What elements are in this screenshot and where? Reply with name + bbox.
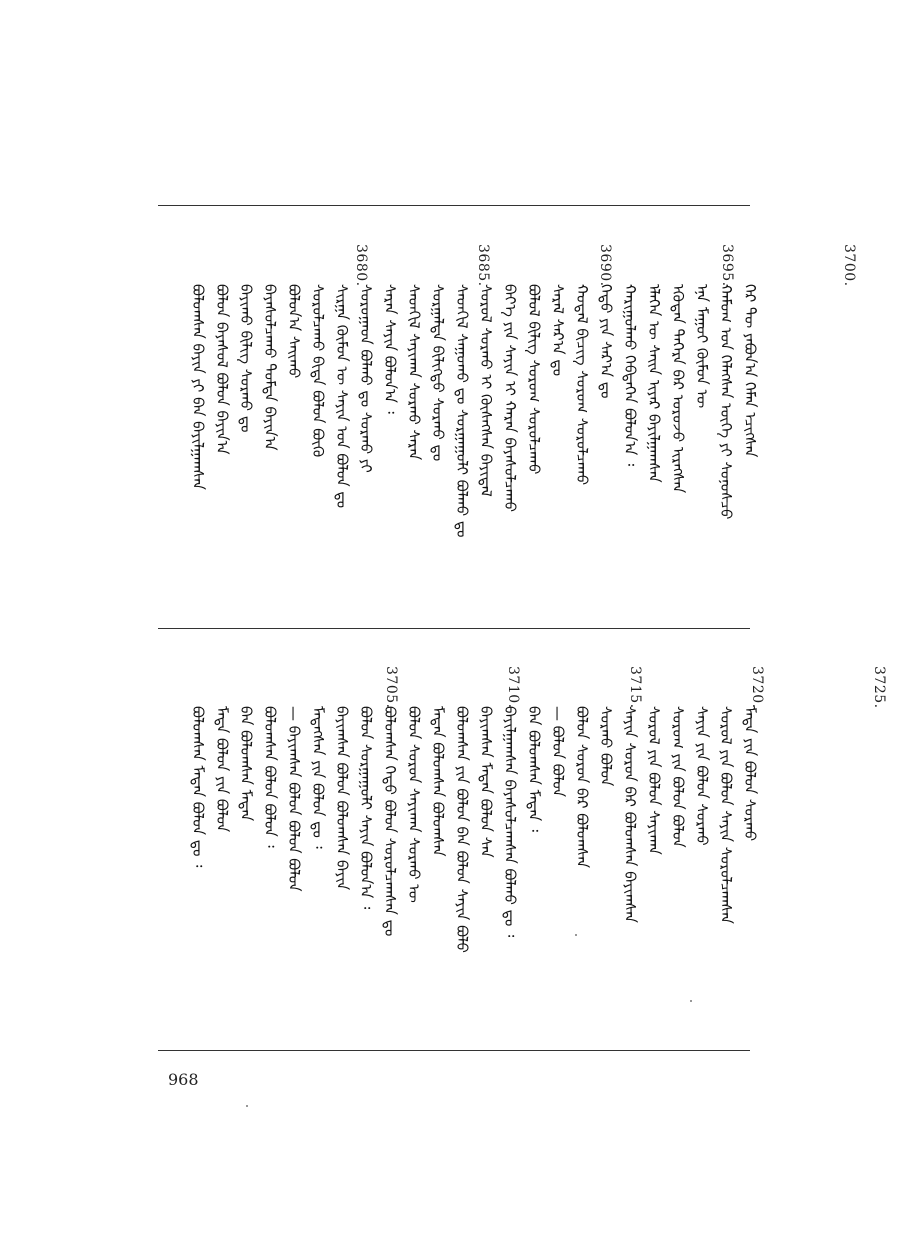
verse-line: ᠭᠡᠷ ᠲᠦ ᠶᠠᠪᠤᠨ᠎ᠠ ᠬᠡᠮᠡᠨ ᠡᠴᠢᠭᠰᠡᠨ bbox=[741, 284, 759, 458]
verse-line: ᠪᠠᠶᠢᠬᠤ ᠪᠢᠯᠢᠭ ᠰᠤᠷᠬᠤ ᠳᠤ bbox=[237, 284, 255, 433]
verse-section-top bbox=[160, 206, 857, 626]
line-number: 3715. bbox=[627, 666, 643, 709]
verse-line: ᠪᠣᠯᠤᠭᠰᠠᠨ ᠬᠡᠳᠦ ᠪᠣᠯᠤᠨ ᠰᠤᠷᠤᠯᠴᠠᠭᠰᠠᠨ ᠳᠤ bbox=[381, 706, 399, 937]
verse-line: ᠪᠠᠨ ᠪᠣᠯᠤᠭᠰᠠᠨ ᠮᠡᠳᠡᠨ bbox=[237, 706, 255, 822]
verse-line: ᠰᠤᠷᠤᠯ ᠶᠢᠨ ᠪᠣᠯᠤᠨ ᠰᠠᠶᠢᠨ ᠰᠤᠷᠤᠯᠴᠠᠭᠰᠠᠨ bbox=[717, 706, 735, 924]
verse-line: ᠮᠡᠳᠡ ᠪᠣᠯᠤᠨ ᠶᠢᠨ ᠪᠣᠯᠤᠨ bbox=[213, 706, 231, 833]
verse-line: ᠪᠠᠨ ᠪᠣᠯᠤᠭᠰᠠᠨ ᠮᠡᠳᠡᠨ ᠄ bbox=[525, 706, 543, 832]
verse-line: ᠰᠤᠷᠤᠯ ᠶᠢᠨ ᠪᠣᠯᠤᠨ ᠰᠠᠶᠢᠬᠠᠨ bbox=[645, 706, 663, 855]
line-number: 3705. bbox=[383, 666, 399, 709]
verse-line: ᠪᠣᠯᠤᠨ᠎ᠠ ᠰᠠᠢᠬᠤ bbox=[285, 284, 303, 379]
scan-speck bbox=[575, 934, 577, 936]
verse-line: ᠮᠡᠳᠡᠨ ᠪᠣᠯᠤᠭᠰᠠᠨ ᠪᠣᠯᠤᠭᠰᠠᠨ bbox=[429, 706, 447, 857]
verse-line: ᠮᠡᠳᠡ ᠶᠢᠨ ᠪᠣᠯᠤᠨ ᠰᠤᠷᠬᠤ bbox=[741, 706, 759, 842]
verse-line: ᠰᠤᠷᠤᠯᠴᠠᠬᠤ ᠪᠢᠳᠡ ᠪᠣᠯᠤᠨ ᠪᠦᠬᠦ bbox=[309, 284, 327, 458]
verse-line: ᠡᠨᠡ ᠮᠠᠭᠤᠢ ᠬᠦᠮᠦᠨ ᠦ bbox=[693, 284, 711, 409]
line-number: 3695. bbox=[719, 244, 735, 287]
verse-line: ᠡᠯᠡᠭᠡᠨ ᠦ ᠰᠠᠢᠨ ᠢᠶᠠᠷ ᠪᠠᠶᠢᠯᠭᠠᠭᠰᠠᠨ bbox=[645, 284, 663, 483]
verse-line: ᠬᠠᠷᠢᠭᠤᠯᠬᠤ ᠬᠡᠪᠲᠡᠭᠡᠨ ᠪᠣᠯᠤᠨ᠎ᠠ ᠄ bbox=[621, 284, 639, 467]
line-number: 3710. bbox=[505, 666, 521, 709]
line-number: 3680. bbox=[353, 244, 369, 287]
line-number: 3725. bbox=[871, 666, 887, 709]
verse-line: ᠬᠤᠳᠠᠯ ᠪᠢᠴᠢᠭ ᠰᠤᠷᠤᠭ ᠰᠤᠷᠤᠯᠴᠠᠬᠤ bbox=[573, 284, 591, 486]
verse-line: ᠪᠣᠯᠤᠨ ᠰᠤᠷᠤᠨ ᠰᠠᠶᠢᠬᠠᠨ ᠰᠤᠷᠬᠤ ᠦ bbox=[405, 706, 423, 903]
middle-rule bbox=[158, 628, 750, 629]
verse-line: ᠮᠡᠳᠡᠭᠰᠡᠨ ᠶᠢᠨ ᠪᠣᠯᠤᠨ ᠳᠤ ᠄ bbox=[309, 706, 327, 849]
verse-line: ᠰᠠᠷᠠᠨ ᠰᠠᠶᠢᠨ ᠪᠣᠯᠤᠨ᠎ᠠ ᠄ bbox=[381, 284, 399, 414]
verse-line: ᠰᠤᠷᠤᠭᠠᠳ ᠪᠣᠯᠬᠤ ᠳᠤ ᠰᠤᠷᠬᠤ ᠶᠢ bbox=[357, 284, 375, 473]
verse-line: ᠰᠤᠷᠭᠠᠯᠳᠠ ᠪᠢᠯᠢᠭᠲᠦ ᠰᠤᠷᠬᠤ ᠳᠤ bbox=[429, 284, 447, 462]
line-number: 3700. bbox=[841, 244, 857, 287]
verse-line: ᠰᠡᠳᠬᠢᠯ ᠰᠠᠭᠤᠬᠤ ᠳᠤ ᠰᠤᠷᠭᠠᠭᠤᠯᠢ ᠪᠣᠯᠬᠤ ᠳᠤ bbox=[453, 284, 471, 538]
verse-line: ᠰᠠᠷᠠᠯ ᠰᠠᠷ᠎ᠠ ᠳᠤ bbox=[549, 284, 567, 377]
verse-line: ᠪᠣᠯᠤᠯ ᠪᠢᠯᠢᠭ ᠰᠤᠷᠤᠭ ᠰᠤᠷᠤᠯᠴᠠᠬᠤ bbox=[525, 284, 543, 475]
line-number: 3685. bbox=[475, 244, 491, 287]
verse-line: ᠬᠠᠮᠤᠭ ᠤᠨ ᠬᠡᠯᠡᠭᠰᠡᠨ ᠦᠭᠡ ᠶᠢ ᠰᠣᠨᠣᠰᠴᠤ bbox=[717, 284, 735, 520]
verse-line: ᠡᠭᠦᠳᠡᠨ ᠳᠡᠭᠡᠷᠡ ᠪᠡᠷ ᠣᠷᠣᠵᠤ ᠢᠷᠡᠭᠰᠡᠨ bbox=[669, 284, 687, 494]
verse-line: ᠪᠣᠯᠤᠨ ᠰᠤᠷᠤᠨ ᠪᠡᠷ ᠪᠣᠯᠤᠭᠰᠠᠨ bbox=[573, 706, 591, 868]
verse-line: ᠪᠣᠯᠤᠨ ᠪᠠᠶᠠᠰᠤᠯ ᠪᠣᠯᠤᠨ ᠪᠠᠶᠢᠨ᠎ᠠ bbox=[213, 284, 231, 455]
verse-line: ᠰᠠᠶᠢᠨ ᠰᠤᠷᠤᠨ ᠪᠡᠷ ᠪᠣᠯᠤᠭᠰᠠᠨ ᠪᠠᠶᠢᠭᠰᠠᠨ bbox=[621, 706, 639, 923]
scan-speck bbox=[690, 1000, 692, 1002]
verse-line: ᠰᠤᠷᠤᠭ ᠶᠢᠨ ᠪᠣᠯᠤᠨ ᠪᠣᠯᠤᠨ bbox=[669, 706, 687, 848]
page-number: 968 bbox=[168, 1070, 199, 1089]
verse-line: ᠰᠢᠷᠭᠠ ᠬᠦᠮᠦᠨ ᠦ ᠰᠠᠶᠢᠨ ᠤᠨ ᠪᠣᠯᠤᠨ ᠳᠤ bbox=[333, 284, 351, 509]
verse-line: ᠪᠣᠯᠤᠭᠰᠠᠨ ᠪᠠᠶᠢᠨ ᠶᠢ ᠪᠠᠨ ᠪᠠᠶᠢᠯᠭᠠᠭᠰᠠᠨ bbox=[189, 284, 207, 490]
verse-line: ᠬᠡᠳᠦ ᠶᠢᠨ ᠰᠠᠷ᠎ᠠ ᠳᠤ bbox=[597, 284, 615, 399]
verse-line: ᠰᠠᠶᠢᠨ ᠶᠢᠨ ᠪᠣᠯᠤᠨ ᠰᠤᠷᠬᠤ bbox=[693, 706, 711, 846]
verse-line: ᠰᠤᠷᠬᠤ ᠪᠣᠯᠤᠨ bbox=[597, 706, 615, 787]
verse-line: ᠪᠡᠶᠡᠰᠤᠯᠴᠠᠬᠤ ᠳᠤᠮᠳᠠ ᠪᠠᠶᠢᠨ᠎ᠠ bbox=[261, 284, 279, 451]
verse-line: ᠪᠠᠶᠢᠭᠰᠠᠨ ᠮᠡᠳᠡᠨ ᠪᠣᠯᠤᠨ ᠰᠠᠨ bbox=[477, 706, 495, 858]
verse-section-bottom bbox=[160, 630, 887, 1048]
scan-speck bbox=[246, 1105, 248, 1107]
verse-line: ᠰᠤᠷᠤᠯ ᠰᠤᠷᠬᠤ ᠢ ᠬᠦᠰᠡᠭᠰᠡᠨ ᠪᠠᠶᠢᠳᠠᠯ bbox=[477, 284, 495, 497]
verse-line: ᠪᠣᠯᠤᠨ ᠰᠤᠷᠭᠠᠭᠤᠯᠢ ᠰᠠᠶᠢᠨ ᠪᠣᠯᠤᠨ᠎ᠠ ᠄ bbox=[357, 706, 375, 910]
verse-line: — ᠪᠠᠶᠢᠭᠰᠠᠨ ᠪᠣᠯᠤᠨ ᠪᠣᠯᠤᠨ ᠪᠣᠯᠤᠨ bbox=[285, 706, 303, 892]
verse-line: ᠪᠠᠶᠢᠭᠰᠠᠨ ᠪᠣᠯᠤᠨ ᠪᠣᠯᠤᠭᠰᠠᠨ ᠪᠠᠶᠢᠨ bbox=[333, 706, 351, 891]
bottom-rule bbox=[158, 1050, 750, 1051]
line-number: 3720. bbox=[749, 666, 765, 709]
line-number: 3690. bbox=[597, 244, 613, 287]
verse-line: — ᠪᠣᠯᠤᠨ ᠪᠣᠯᠤᠨ bbox=[549, 706, 567, 798]
verse-line: ᠰᠡᠳᠬᠢᠯ ᠰᠠᠶᠢᠬᠠᠨ ᠰᠤᠷᠬᠤ ᠰᠠᠷᠠᠨ bbox=[405, 284, 423, 461]
verse-line: ᠪᠣᠯᠤᠭᠰᠠᠨ ᠪᠣᠯᠤᠨ ᠪᠣᠯᠤᠨ ᠄ bbox=[261, 706, 279, 848]
verse-line: ᠪᠠᠶᠢᠯᠭᠠᠭᠰᠠᠨ ᠪᠠᠶᠠᠰᠤᠯᠴᠠᠭᠰᠠᠨ ᠪᠣᠯᠬᠤ ᠳᠤ ᠄ bbox=[501, 706, 519, 938]
verse-line: ᠪᠡᠶ᠎ᠡ ᠶᠢᠨ ᠰᠠᠶᠢᠨ ᠢ ᠬᠠᠷᠠᠨ ᠪᠠᠶᠠᠰᠤᠯᠴᠠᠬᠤ bbox=[501, 284, 519, 512]
verse-line: ᠪᠣᠯᠤᠭᠰᠠᠨ ᠶᠢᠨ ᠪᠣᠯᠤᠨ ᠪᠠᠨ ᠪᠣᠯᠤᠨ ᠰᠠᠶᠢᠨ ᠪᠣᠯᠤ bbox=[453, 706, 471, 953]
verse-line: ᠪᠣᠯᠤᠭᠰᠠᠨ ᠮᠡᠳᠡᠨ ᠪᠣᠯᠤᠨ ᠳᠤ ᠄ bbox=[189, 706, 207, 868]
